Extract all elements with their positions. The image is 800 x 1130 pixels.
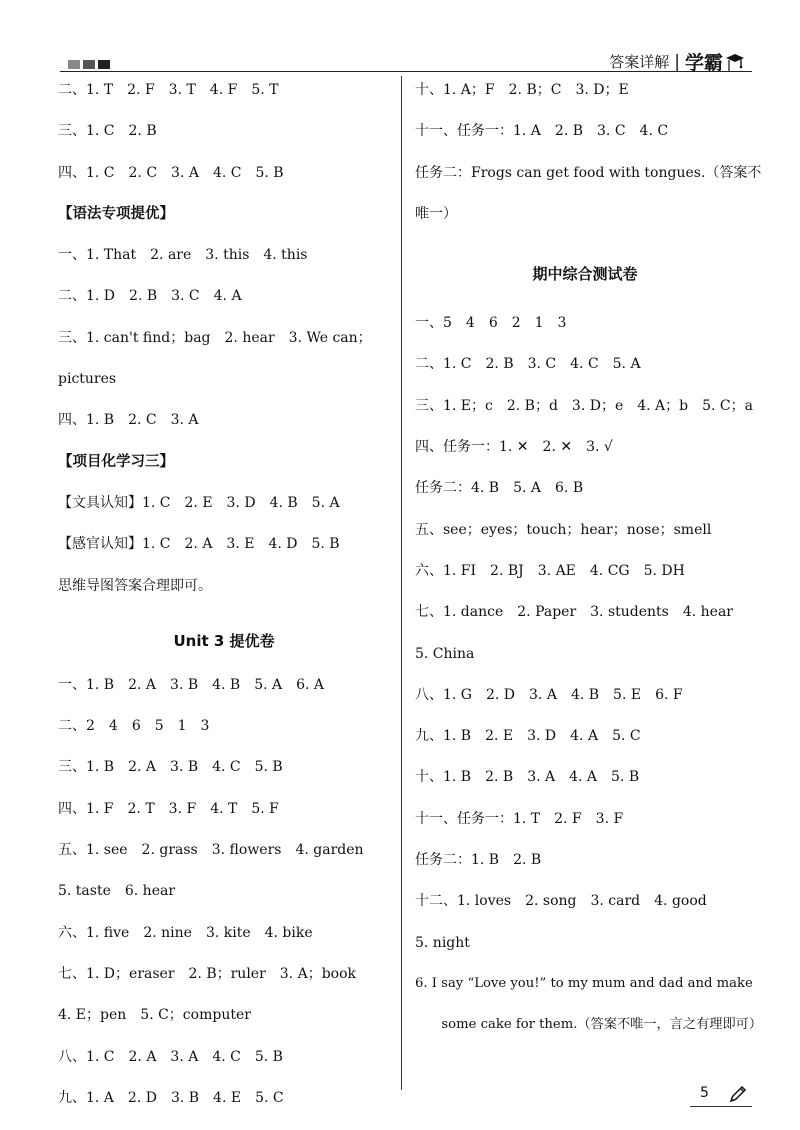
answer-line: 十一、任务一：1. T 2. F 3. F: [415, 810, 624, 827]
answer-line: 四、1. F 2. T 3. F 4. T 5. F: [58, 800, 279, 817]
answer-line: 十二、1. loves 2. song 3. card 4. good: [415, 893, 707, 910]
answer-line: 六、1. five 2. nine 3. kite 4. bike: [58, 924, 313, 941]
answer-line: 三、1. E；c 2. B；d 3. D；e 4. A；b 5. C；a: [415, 397, 753, 414]
section-heading: 【语法专项提优】: [58, 205, 174, 222]
answer-line: 任务二：4. B 5. A 6. B: [415, 480, 584, 497]
answer-line: 任务二：Frogs can get food with tongues.（答案不: [415, 164, 762, 181]
answer-line: pictures: [58, 371, 117, 388]
answer-line: 十、1. B 2. B 3. A 4. A 5. B: [415, 769, 640, 786]
answer-line: 三、1. B 2. A 3. B 4. C 5. B: [58, 759, 283, 776]
section-heading: 【项目化学习三】: [58, 453, 174, 470]
answer-line: 5. China: [415, 645, 475, 662]
answer-line: 八、1. C 2. A 3. A 4. C 5. B: [58, 1048, 283, 1065]
answer-line: 一、1. B 2. A 3. B 4. B 5. A 6. A: [58, 676, 325, 693]
footer-rule: [690, 1106, 752, 1107]
answer-line: 五、1. see 2. grass 3. flowers 4. garden: [58, 842, 364, 859]
right-column: [415, 75, 763, 1052]
answer-line: 七、1. dance 2. Paper 3. students 4. hear: [415, 604, 734, 621]
answer-line: 二、2 4 6 5 1 3: [58, 718, 210, 735]
answer-line: 九、1. A 2. D 3. B 4. E 5. C: [58, 1089, 284, 1106]
answer-line: 6. I say “Love you!” to my mum and dad and make: [415, 975, 753, 991]
answer-line: 二、1. T 2. F 3. T 4. F 5. T: [58, 82, 279, 98]
header-block: [68, 60, 80, 69]
answer-line: 思维导图答案合理即可。: [58, 577, 212, 594]
answer-line: 四、1. B 2. C 3. A: [58, 412, 199, 429]
answer-line: some cake for them.（答案不唯一，言之有理即可）: [415, 1017, 763, 1033]
answer-line: 十、1. A；F 2. B；C 3. D；E: [415, 82, 629, 98]
section-title-unit3: Unit 3 提优卷: [173, 631, 275, 650]
answer-line: 任务二：1. B 2. B: [415, 852, 542, 869]
answer-line: 八、1. G 2. D 3. A 4. B 5. E 6. F: [415, 686, 683, 703]
answer-line: 七、1. D；eraser 2. B；ruler 3. A；book: [58, 965, 356, 982]
graduation-cap-icon: [724, 51, 746, 73]
answer-line: 一、5 4 6 2 1 3: [415, 315, 567, 332]
answer-line: 【感官认知】1. C 2. A 3. E 4. D 5. B: [58, 536, 340, 553]
header-separator: |: [674, 51, 680, 72]
header-block: [98, 60, 110, 69]
answer-line: 二、1. D 2. B 3. C 4. A: [58, 288, 242, 305]
brand-name: 学霸: [684, 52, 723, 74]
answer-line: 二、1. C 2. B 3. C 4. C 5. A: [415, 356, 641, 373]
answer-line: 唯一）: [415, 205, 457, 222]
header-label: 答案详解: [609, 53, 670, 71]
answer-line: 五、see；eyes；touch；hear；nose；smell: [415, 521, 712, 538]
page-number: 5: [700, 1085, 709, 1101]
answer-line: 四、1. C 2. C 3. A 4. C 5. B: [58, 164, 284, 181]
answer-line: 4. E；pen 5. C；computer: [58, 1007, 251, 1024]
header-rule: [60, 71, 752, 72]
answer-line: 六、1. FI 2. BJ 3. AE 4. CG 5. DH: [415, 562, 685, 579]
answer-line: 十一、任务一：1. A 2. B 3. C 4. C: [415, 123, 669, 140]
answer-line: 三、1. can't find；bag 2. hear 3. We can；: [58, 329, 372, 346]
section-title-midterm: 期中综合测试卷: [532, 265, 638, 284]
answer-line: 四、任务一：1. ✕ 2. ✕ 3. √: [415, 439, 613, 456]
column-divider: [401, 76, 402, 1090]
answer-line: 5. taste 6. hear: [58, 883, 176, 900]
answer-line: 【文具认知】1. C 2. E 3. D 4. B 5. A: [58, 494, 340, 511]
header-block: [83, 60, 95, 69]
answer-line: 九、1. B 2. E 3. D 4. A 5. C: [415, 728, 641, 745]
answer-line: 5. night: [415, 934, 470, 951]
header-decoration: [68, 60, 110, 69]
left-column: [58, 75, 390, 1124]
answer-line: 三、1. C 2. B: [58, 123, 157, 140]
pencil-icon: [728, 1084, 748, 1104]
answer-line: 一、1. That 2. are 3. this 4. this: [58, 247, 308, 264]
